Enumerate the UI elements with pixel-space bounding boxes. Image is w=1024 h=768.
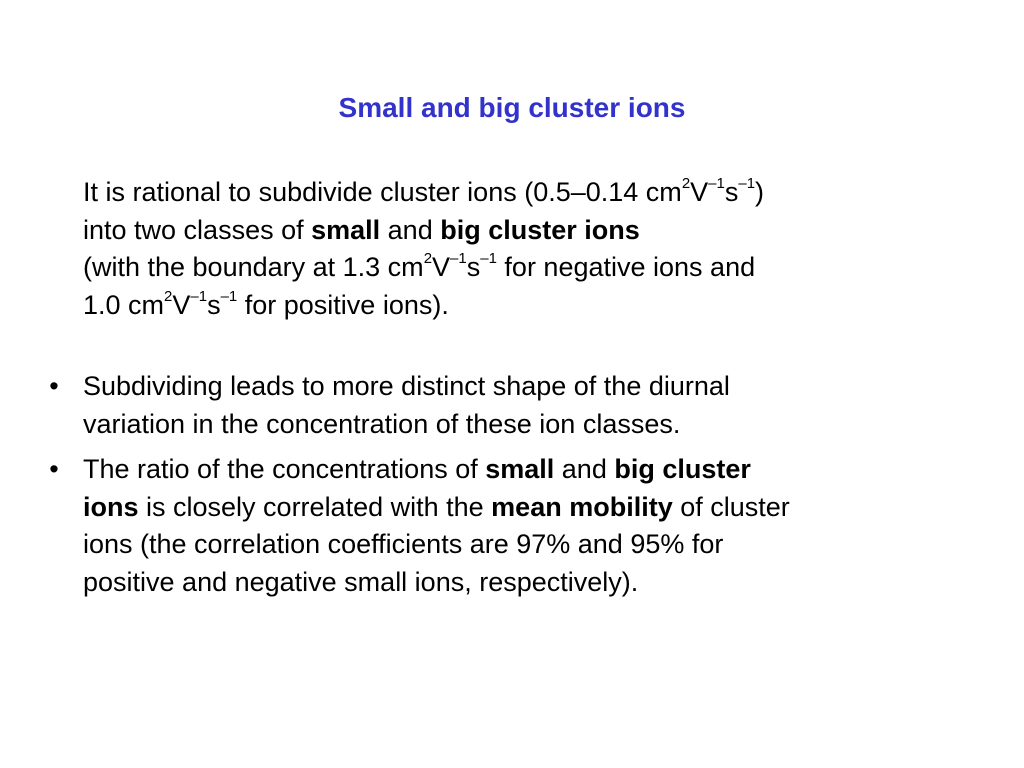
superscript: 2 [423,250,433,267]
bold-term: big cluster ions [440,214,640,245]
bold-term: small [485,454,555,484]
bullet-line: variation in the concentration of these ion classes. [83,408,681,439]
superscript: –1 [220,287,238,305]
intro-paragraph [83,174,983,324]
superscript: –1 [190,287,208,305]
intro-text: into two classes of [83,214,312,245]
bullet-text: and [554,454,615,484]
bold-term: big cluster [614,454,751,484]
bullet-line [83,489,1004,527]
intro-text: It is rational to subdivide cluster ions (0.5–0.14 cm [83,177,682,207]
intro-text: for positive ions). [237,289,449,320]
bullet-list [44,368,1004,609]
intro-text: (with the boundary at 1.3 cm [83,252,424,282]
superscript: –1 [480,250,497,267]
intro-line-3 [83,249,983,287]
intro-text: ) [755,177,765,207]
bullet-marker-icon: • [49,454,59,484]
intro-line-1 [83,174,983,212]
bold-term: ions [83,491,139,522]
bullet-text: is closely correlated with the [138,491,492,522]
bullet-marker-icon: • [49,371,59,401]
bullet-item [44,368,1004,443]
bullet-line: Subdividing leads to more distinct shape of the diurnal [83,371,730,401]
bullet-line [83,451,1004,489]
intro-line-4 [83,287,983,325]
bullet-item [44,451,1004,601]
intro-text: V [432,252,451,282]
superscript: –1 [708,175,725,192]
bold-term: mean mobility [491,491,673,522]
intro-text: and [380,214,441,245]
intro-text: s [724,177,739,207]
intro-text: V [690,177,709,207]
intro-text: for negative ions and [496,252,756,282]
superscript: –1 [738,175,756,192]
intro-line-2 [83,212,983,250]
superscript: –1 [450,250,467,267]
bold-term: small [311,214,381,245]
bullet-text: of cluster [672,491,790,522]
intro-text: V [172,289,191,320]
intro-text: s [466,252,481,282]
slide-title: Small and big cluster ions [338,92,686,123]
intro-text: 1.0 cm [83,289,165,320]
bullet-line: positive and negative small ions, respectively). [83,566,639,597]
superscript: 2 [164,287,173,305]
bullet-text: The ratio of the concentrations of [83,454,486,484]
superscript: 2 [681,175,691,192]
intro-text: s [207,289,221,320]
bullet-line: ions (the correlation coefficients are 97% and 95% for [83,529,724,559]
